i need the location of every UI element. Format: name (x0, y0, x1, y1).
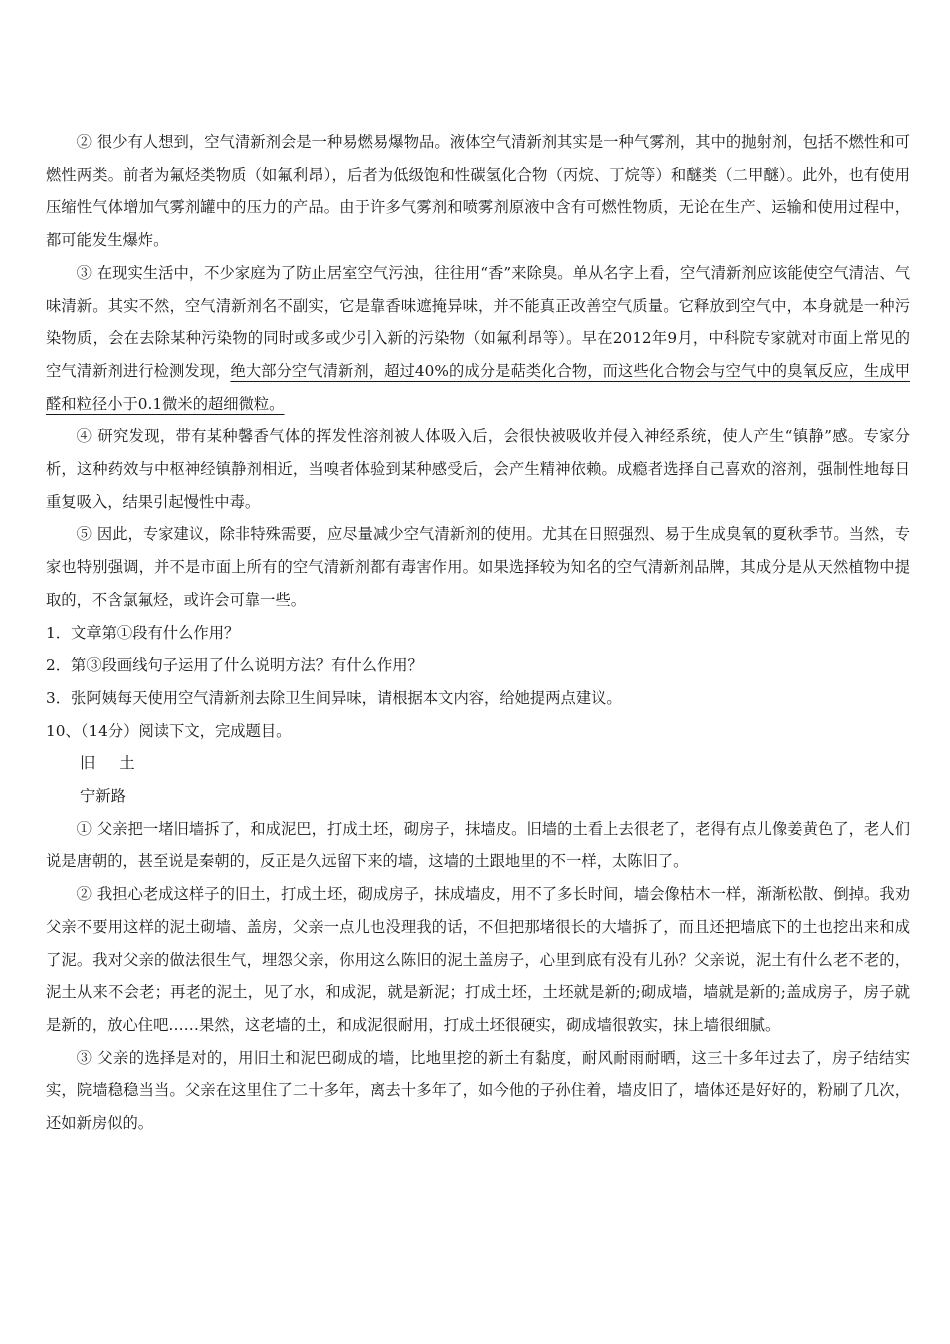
story-title-char-1: 旧 (80, 754, 96, 773)
question-1: 1．文章第①段有什么作用？ (46, 623, 240, 642)
story-paragraph-2: ② 我担心老成这样子的旧土，打成土坯，砌成房子，抹成墙皮，用不了多长时间，墙会像枯木一样，渐渐松散、倒掉。我劝父亲不要用这样的泥土砌墙、盖房，父亲一点儿也没理我的话，不但把那堵很长的大墙拆了，而且还把墙底下的土也挖出来和成了泥。我对父亲的做法很生气，埋怨父亲，你用这么陈旧的泥土盖房子，心里到底有没有儿孙？父亲说，泥土有什么老不老的，泥土从来不会老；再老的泥土，见了水，和成泥，就是新泥；打成土坯，土坯就是新的;砌成墙，墙就是新的;盖成房子，房子就是新的，放心住吧……果然，这老墙的土，和成泥很耐用，打成土坯很硬实，砌成墙很敦实，抹上墙很细腻。 (46, 885, 910, 1034)
paragraph-4: ④ 研究发现，带有某种馨香气体的挥发性溶剂被人体吸入后，会很快被吸收并侵入神经系统，使人产生“镇静”感。专家分析，这种药效与中枢神经镇静剂相近，当嗅者体验到某种感受后，会产生精神依赖。成瘾者选择自己喜欢的溶剂，强制性地每日重复吸入，结果引起慢性中毒。 (46, 427, 910, 511)
underlined-sentence: 绝大部分空气清新剂，超过40%的成分是萜类化合物，而这些化合物会与空气中的臭氧反应，生成甲醛和粒径小于0.1微米的超细微粒。 (46, 361, 910, 413)
document-page (46, 126, 910, 1140)
paragraph-3 (46, 257, 910, 421)
question-3: 3．张阿姨每天使用空气清新剂去除卫生间异味，请根据本文内容，给她提两点建议。 (46, 688, 622, 707)
story-author: 宁新路 (80, 787, 126, 806)
story-title-char-2: 土 (119, 754, 135, 773)
paragraph-3-text: ③ 在现实生活中，不少家庭为了防止居室空气污浊，往往用“香”来除臭。单从名字上看，空气清新剂应该能使空气清洁、气味清新。其实不然，空气清新剂名不副实，它是靠香味遮掩异味，并不能真正改善空气质量。它释放到空气中，本身就是一种污染物质，会在去除某种污染物的同时或多或少引入新的污染物（如氟利昂等）。早在2012年9月，中科院专家就对市面上常见的空气清新剂进行检测发现， (46, 263, 910, 380)
story-paragraph-3: ③ 父亲的选择是对的，用旧土和泥巴砌成的墙，比地里挖的新土有黏度，耐风耐雨耐晒，这三十多年过去了，房子结结实实，院墙稳稳当当。父亲在这里住了二十多年，离去十多年了，如今他的子孙住着，墙皮旧了，墙体还是好好的，粉刷了几次，还如新房似的。 (46, 1048, 910, 1133)
story-paragraph-1: ① 父亲把一堵旧墙拆了，和成泥巴，打成土坯，砌房子，抹墙皮。旧墙的土看上去很老了，老得有点儿像姜黄色了，老人们说是唐朝的，甚至说是秦朝的，反正是久远留下来的墙，这墙的土跟地里的不一样，太陈旧了。 (46, 819, 910, 871)
question-10-heading: 10、（14分）阅读下文，完成题目。 (46, 721, 292, 740)
paragraph-2: ② 很少有人想到，空气清新剂会是一种易燃易爆物品。液体空气清新剂其实是一种气雾剂，其中的抛射剂，包括不燃性和可燃性两类。前者为氟烃类物质（如氟利昂），后者为低级饱和性碳氢化合物（丙烷、丁烷等）和醚类（二甲醚）。此外，也有使用压缩性气体增加气雾剂罐中的压力的产品。由于许多气雾剂和喷雾剂原液中含有可燃性物质，无论在生产、运输和使用过程中，都可能发生爆炸。 (46, 133, 910, 250)
paragraph-5: ⑤ 因此，专家建议，除非特殊需要，应尽量减少空气清新剂的使用。尤其在日照强烈、易于生成臭氧的夏秋季节。当然，专家也特别强调，并不是市面上所有的空气清新剂都有毒害作用。如果选择较为知名的空气清新剂品牌，其成分是从天然植物中提取的，不含氯氟烃，或许会可靠一些。 (46, 525, 910, 609)
story-title (46, 747, 910, 780)
question-2: 2．第③段画线句子运用了什么说明方法？有什么作用？ (46, 656, 423, 675)
